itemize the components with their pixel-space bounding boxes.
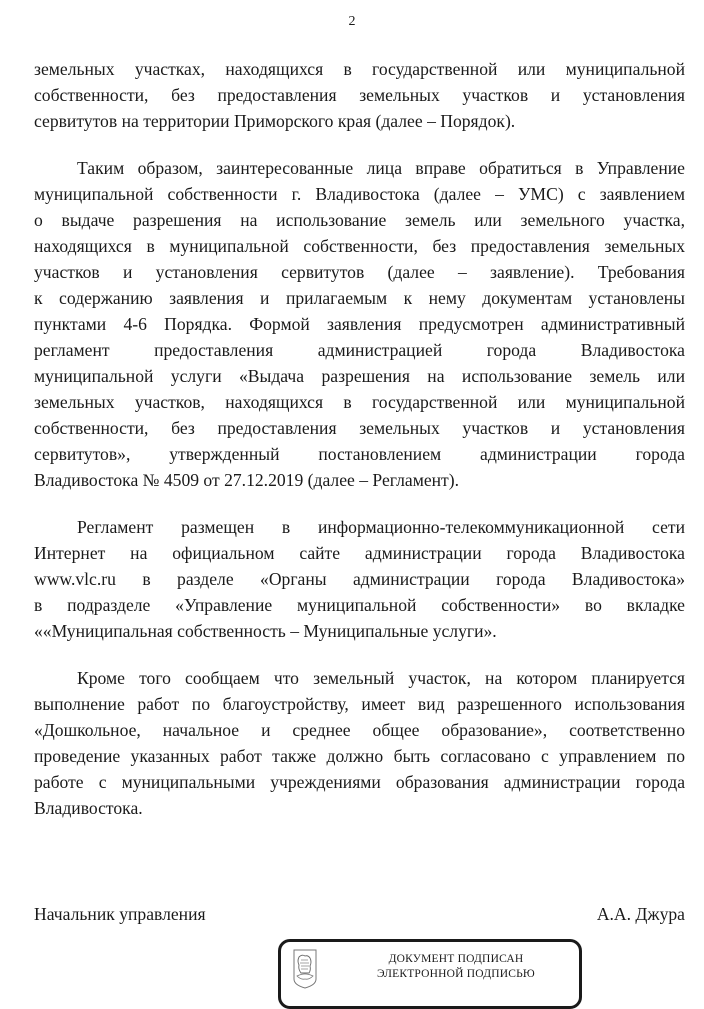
text-line: собственности, без предоставления земельных участков и установления xyxy=(34,418,685,438)
text-line: муниципальной собственности г. Владивостока (далее – УМС) с заявлением xyxy=(34,184,685,204)
text-line: проведение указанных работ также должно быть согласовано с управлением по xyxy=(34,746,685,766)
text-line: земельных участков, находящихся в государственной или муниципальной xyxy=(34,392,685,412)
text-line: Владивостока № 4509 от 27.12.2019 (далее – Регламент). xyxy=(34,470,459,490)
text-line: «Дошкольное, начальное и среднее общее образование», соответственно xyxy=(34,720,685,740)
text-line: Регламент размещен в информационно-телекоммуникационной сети xyxy=(77,517,685,537)
paragraph-3 xyxy=(34,514,685,644)
paragraph-1 xyxy=(34,56,685,134)
text-line: участков и установления сервитутов (далее – заявление). Требования xyxy=(34,262,685,282)
text-line: Таким образом, заинтересованные лица вправе обратиться в Управление xyxy=(77,158,685,178)
stamp-line-2: ЭЛЕКТРОННОЙ ПОДПИСЬЮ xyxy=(377,968,535,980)
signatory-name: А.А. Джура xyxy=(596,904,685,924)
text-line: сервитутов на территории Приморского края (далее – Порядок). xyxy=(34,111,516,131)
text-line: ««Муниципальная собственность – Муниципальные услуги». xyxy=(34,621,497,641)
text-line: в подразделе «Управление муниципальной собственности» во вкладке xyxy=(34,595,685,615)
text-line: Кроме того сообщаем что земельный участок, на котором планируется xyxy=(77,668,685,688)
text-line: о выдаче разрешения на использование земель или земельного участка, xyxy=(34,210,685,230)
text-line: Интернет на официальном сайте администрации города Владивостока xyxy=(34,543,685,563)
text-line: сервитутов», утвержденный постановлением администрации города xyxy=(34,444,685,464)
stamp-line-1: ДОКУМЕНТ ПОДПИСАН xyxy=(388,953,524,965)
text-line: собственности, без предоставления земельных участков и установления xyxy=(34,85,685,105)
electronic-signature-stamp xyxy=(278,939,582,1009)
text-line: www.vlc.ru в разделе «Органы администрации города Владивостока» xyxy=(34,569,685,589)
text-line: регламент предоставления администрацией города Владивостока xyxy=(34,340,685,360)
text-line: работе с муниципальными учреждениями образования администрации города xyxy=(34,772,685,792)
letter-body xyxy=(34,56,685,821)
text-line: к содержанию заявления и прилагаемым к нему документам установлены xyxy=(34,288,685,308)
text-line: находящихся в муниципальной собственности, без предоставления земельных xyxy=(34,236,685,256)
paragraph-4 xyxy=(34,665,685,821)
signature-block xyxy=(34,902,685,926)
stamp-text xyxy=(351,952,561,982)
text-line: земельных участках, находящихся в государственной или муниципальной xyxy=(34,59,685,79)
signatory-position: Начальник управления xyxy=(34,904,206,924)
coat-of-arms-tiger-icon xyxy=(293,949,317,989)
text-line: муниципальной услуги «Выдача разрешения на использование земель или xyxy=(34,366,685,386)
text-line: пунктами 4-6 Порядка. Формой заявления предусмотрен административный xyxy=(34,314,685,334)
text-line: выполнение работ по благоустройству, имеет вид разрешенного использования xyxy=(34,694,685,714)
paragraph-2 xyxy=(34,155,685,493)
page-number: 2 xyxy=(348,14,356,29)
text-line: Владивостока. xyxy=(34,798,143,818)
